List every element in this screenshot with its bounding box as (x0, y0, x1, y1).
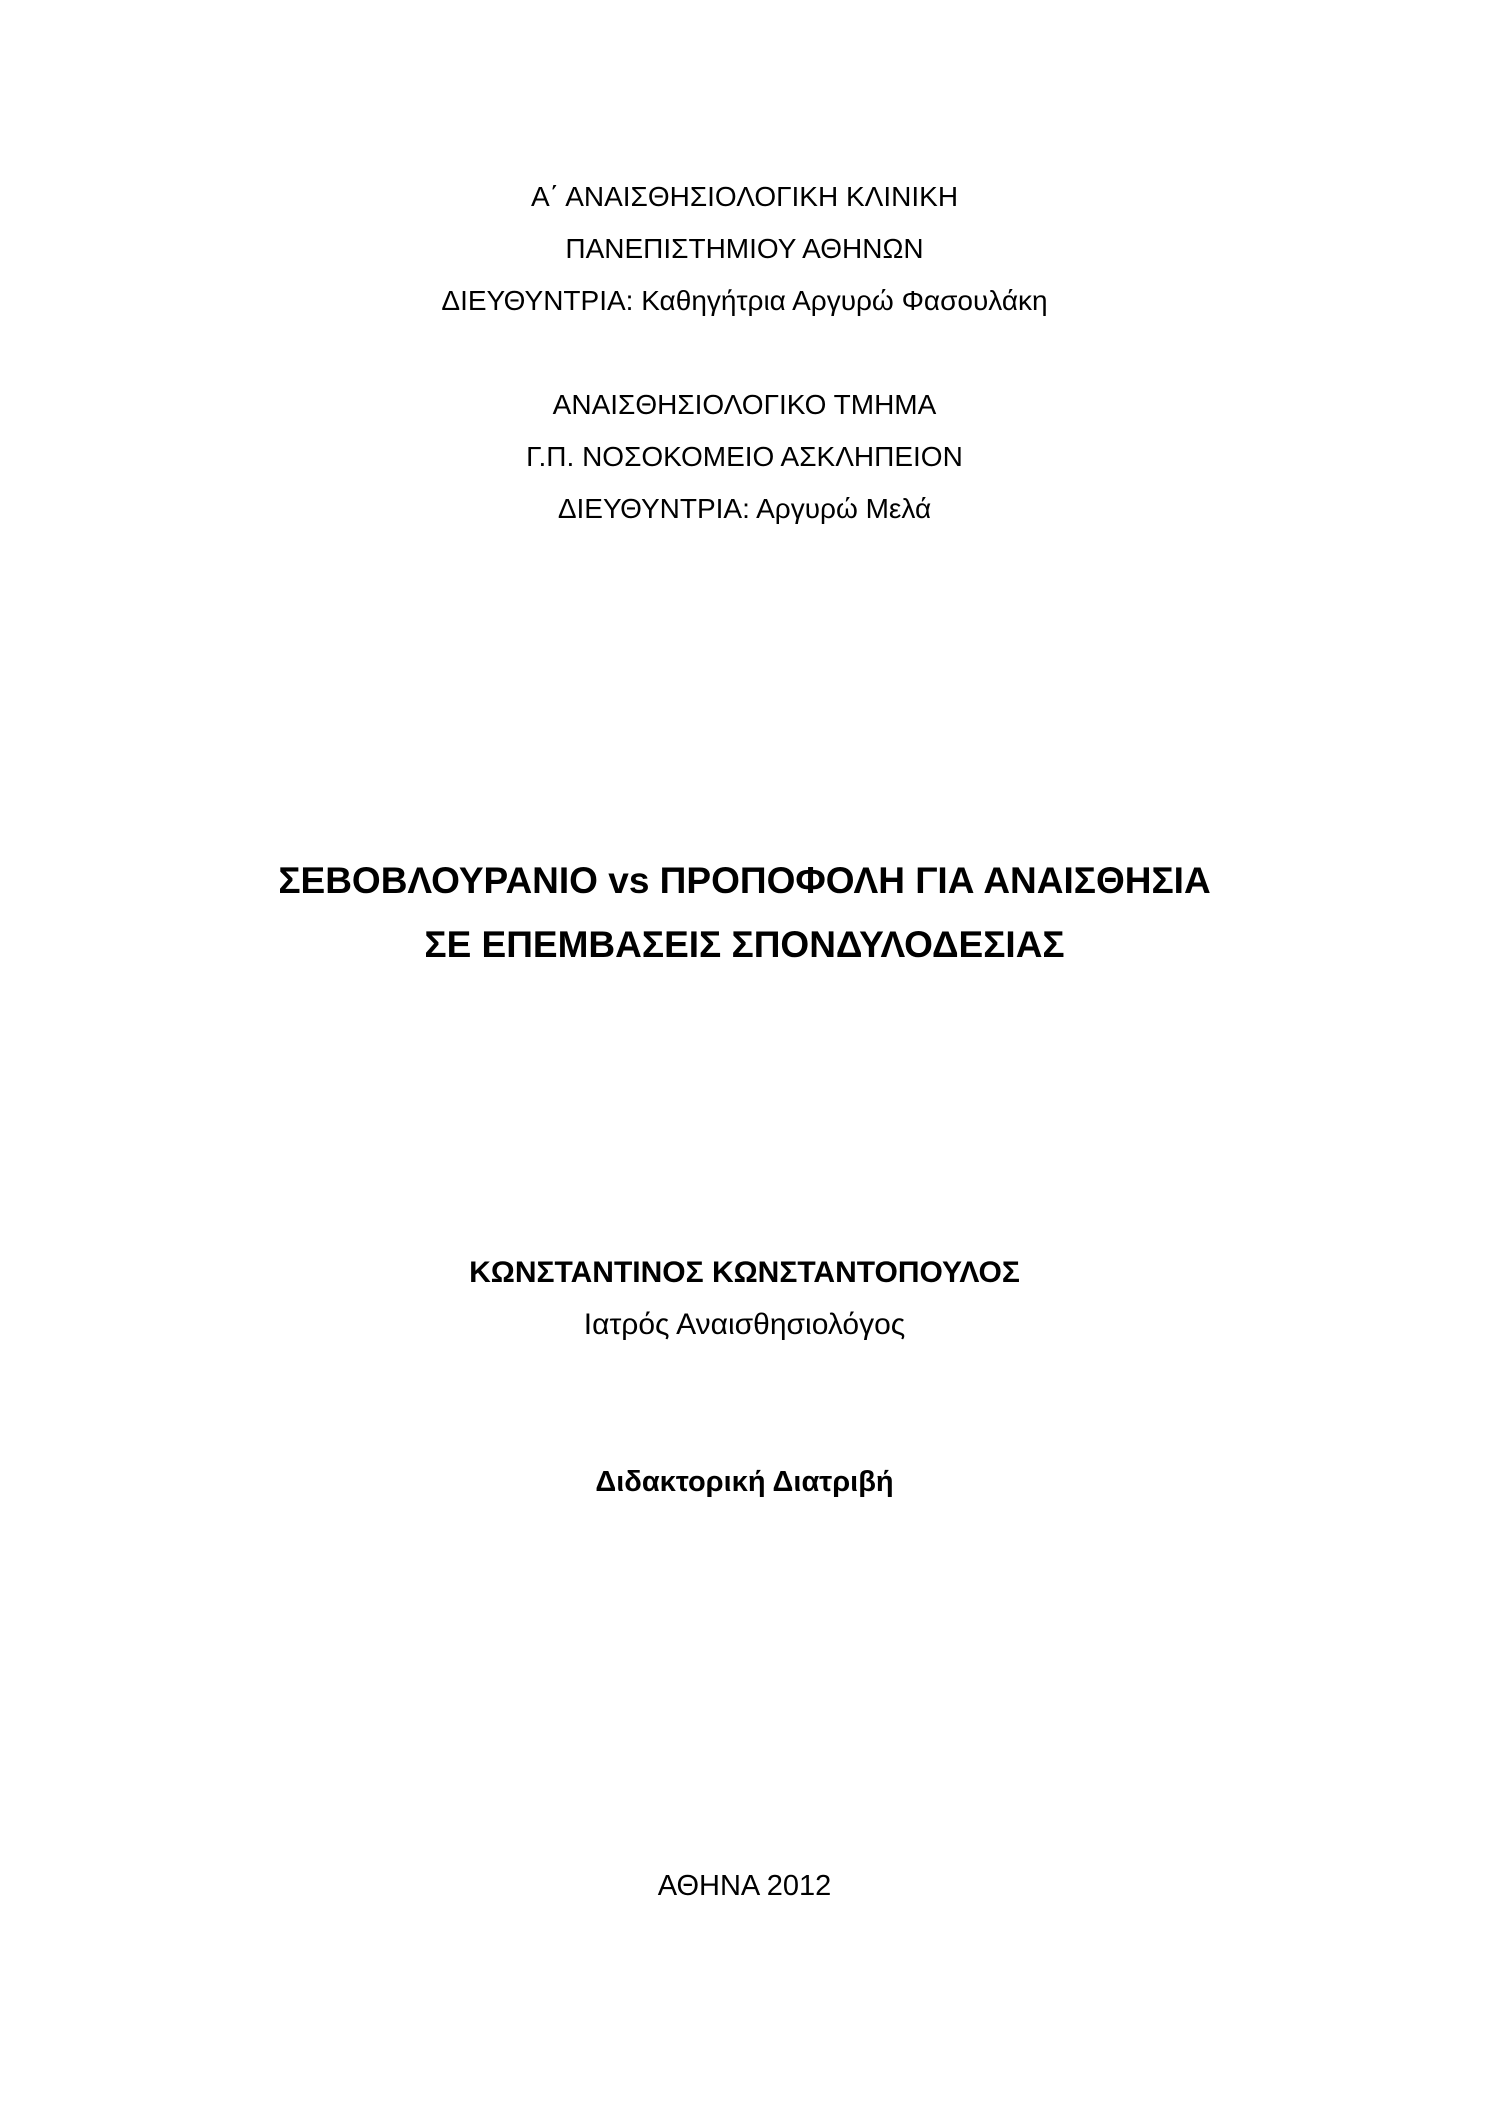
department-name-line-2: Γ.Π. ΝΟΣΟΚΟΜΕΙΟ ΑΣΚΛΗΠΕΙΟΝ (526, 441, 963, 472)
clinic-director-line: ΔΙΕΥΘΥΝΤΡΙΑ: Καθηγήτρια Αργυρώ Φασουλάκη (441, 285, 1048, 316)
thesis-title-line-1: ΣΕΒΟΒΛΟΥΡΑΝΙΟ vs ΠΡΟΠΟΦΟΛΗ ΓΙΑ ΑΝΑΙΣΘΗΣΙΑ (278, 860, 1211, 901)
document-type: Διδακτορική Διατριβή (595, 1466, 894, 1498)
author-name: ΚΩΝΣΤΑΝΤΙΝΟΣ ΚΩΝΣΤΑΝΤΟΠΟΥΛΟΣ (469, 1256, 1020, 1289)
place-and-year: ΑΘΗΝΑ 2012 (657, 1870, 832, 1902)
author-role: Ιατρός Αναισθησιολόγος (583, 1308, 906, 1341)
clinic-name-line-1: Α΄ ΑΝΑΙΣΘΗΣΙΟΛΟΓΙΚΗ ΚΛΙΝΙΚΗ (530, 181, 959, 212)
thesis-title-line-2: ΣΕ ΕΠΕΜΒΑΣΕΙΣ ΣΠΟΝΔΥΛΟΔΕΣΙΑΣ (424, 924, 1065, 965)
department-name-line-1: ΑΝΑΙΣΘΗΣΙΟΛΟΓΙΚΟ ΤΜΗΜΑ (552, 389, 937, 420)
clinic-name-line-2: ΠΑΝΕΠΙΣΤΗΜΙΟΥ ΑΘΗΝΩΝ (565, 233, 924, 264)
department-director-line: ΔΙΕΥΘΥΝΤΡΙΑ: Αργυρώ Μελά (557, 493, 932, 524)
